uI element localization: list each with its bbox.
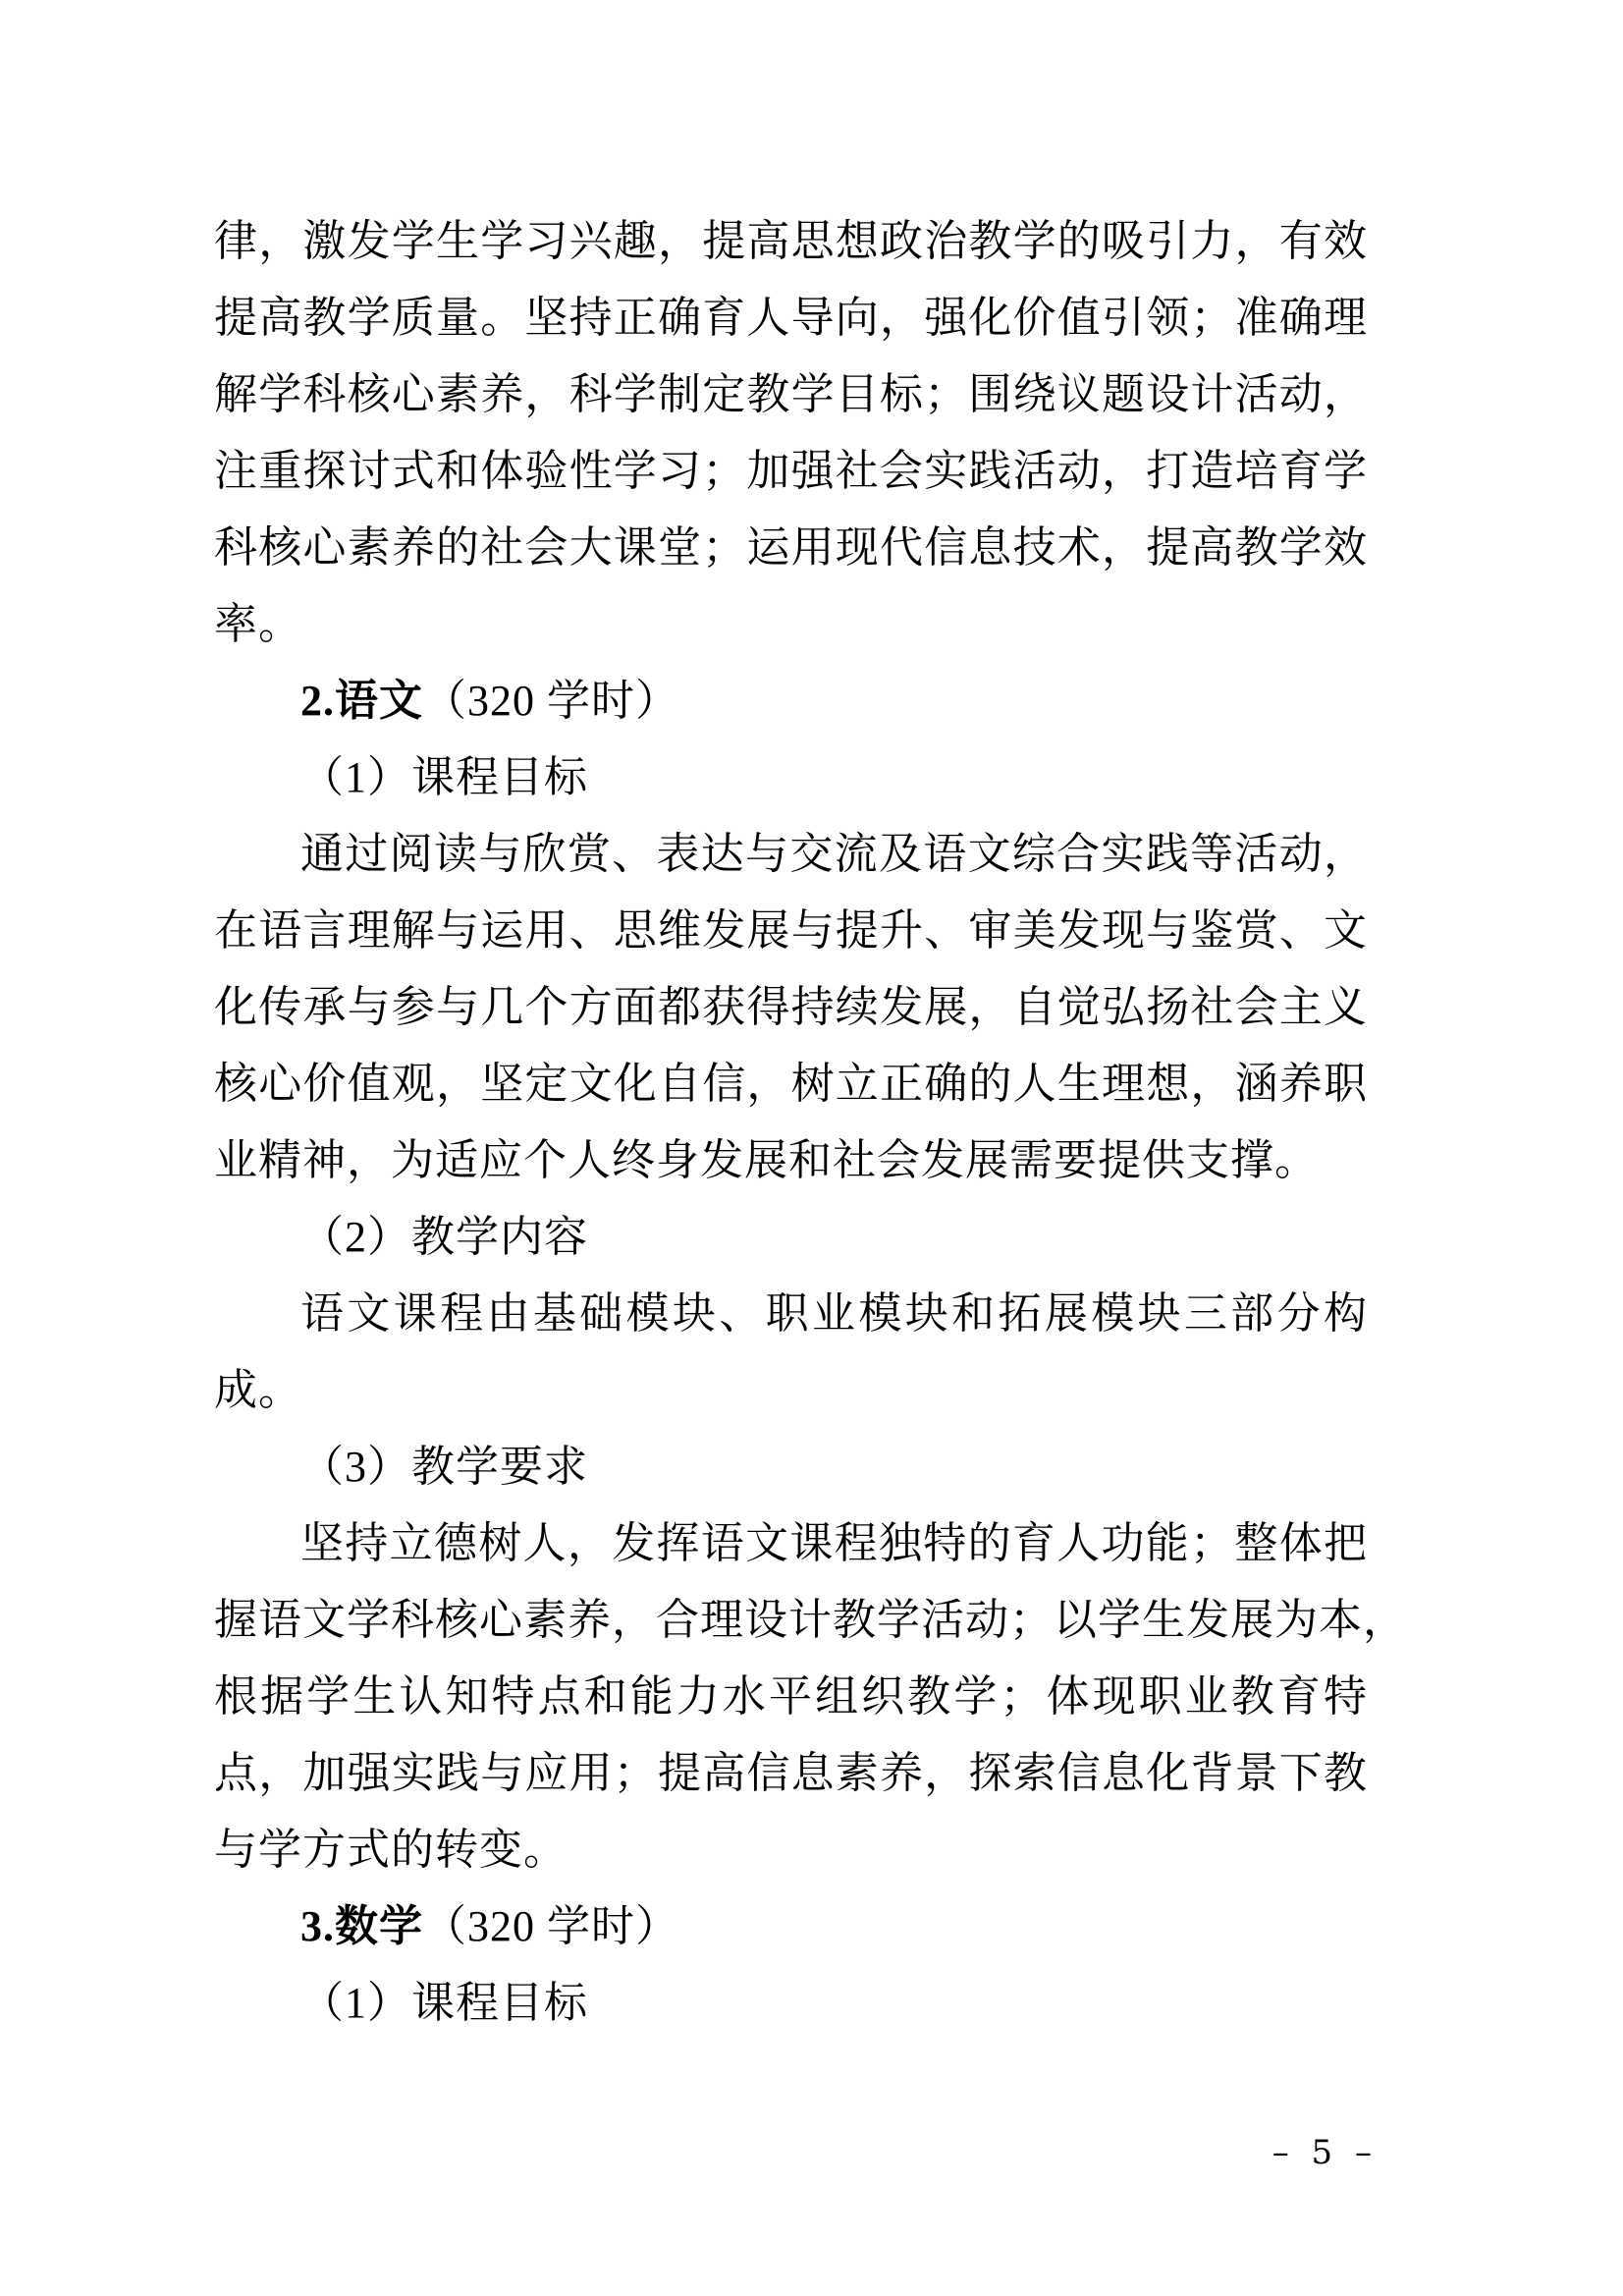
text-line: 注重探讨式和体验性学习；加强社会实践活动，打造培育学 [214, 447, 1368, 495]
text-line: 科核心素养的社会大课堂；运用现代信息技术，提高教学效 [214, 523, 1368, 572]
section-heading-number-title: 3.数学 [300, 1902, 423, 1950]
text-line: 律，激发学生学习兴趣，提高思想政治教学的吸引力，有效 [214, 217, 1368, 265]
text-line: 点，加强实践与应用；提高信息素养，探索信息化背景下教 [214, 1749, 1368, 1797]
text-line: 坚持立德树人，发挥语文课程独特的育人功能；整体把 [300, 1519, 1368, 1567]
section-heading-hours: （320 学时） [423, 677, 679, 725]
text-line: 化传承与参与几个方面都获得持续发展，自觉弘扬社会主义 [214, 983, 1368, 1031]
text-line: 通过阅读与欣赏、表达与交流及语文综合实践等活动， [300, 830, 1368, 878]
subsection-label-teaching-requirements: （3）教学要求 [300, 1443, 588, 1491]
document-text-block [214, 203, 1407, 2042]
section-heading-chinese-language [214, 663, 1368, 739]
page-number: – 5 – [1271, 2133, 1378, 2172]
text-line: 解学科核心素养，科学制定教学目标；围绕议题设计活动， [214, 370, 1368, 418]
section-heading-number-title: 2.语文 [300, 677, 423, 725]
text-line: 提高教学质量。坚持正确育人导向，强化价值引领；准确理 [214, 294, 1368, 342]
section-heading-mathematics [214, 1888, 1368, 1965]
subsection-label-course-goal: （1）课程目标 [300, 1979, 588, 2027]
text-line: 根据学生认知特点和能力水平组织教学；体现职业教育特 [214, 1672, 1368, 1721]
text-line: 率。 [214, 600, 302, 648]
subsection-label-course-goal: （1）课程目标 [300, 753, 588, 801]
text-line: 成。 [214, 1366, 302, 1414]
text-line: 握语文学科核心素养，合理设计教学活动；以学生发展为本， [214, 1596, 1407, 1644]
text-line: 与学方式的转变。 [214, 1826, 568, 1874]
text-line: 业精神，为适应个人终身发展和社会发展需要提供支撑。 [214, 1136, 1319, 1184]
text-line: 语文课程由基础模块、职业模块和拓展模块三部分构 [300, 1289, 1368, 1338]
text-line: 在语言理解与运用、思维发展与提升、审美发现与鉴赏、文 [214, 906, 1368, 955]
section-heading-hours: （320 学时） [423, 1902, 679, 1950]
subsection-label-teaching-content: （2）教学内容 [300, 1213, 588, 1261]
text-line: 核心价值观，坚定文化自信，树立正确的人生理想，涵养职 [214, 1060, 1368, 1108]
